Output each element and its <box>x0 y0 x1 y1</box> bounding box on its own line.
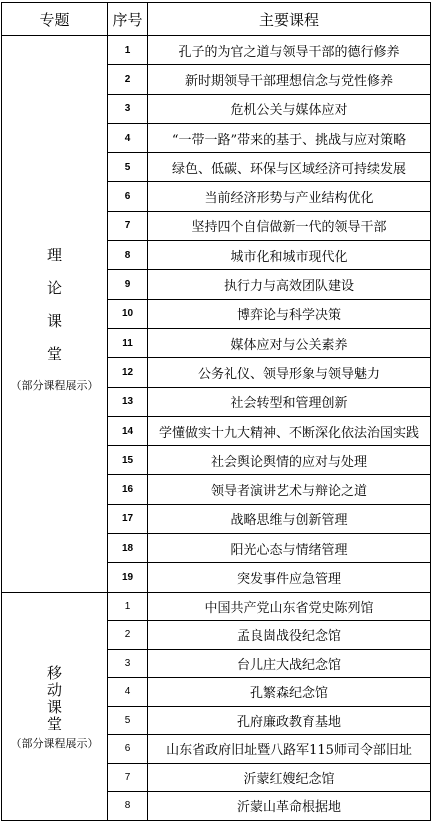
course-name: 孔府廉政教育基地 <box>148 706 431 735</box>
row-number: 12 <box>108 358 148 387</box>
course-name: 学懂做实十九大精神、不断深化依法治国实践 <box>148 416 431 445</box>
row-number: 16 <box>108 475 148 504</box>
course-name: 社会舆论舆情的应对与处理 <box>148 446 431 475</box>
category-char: 动 <box>46 680 62 699</box>
category-char: 堂 <box>46 714 62 733</box>
row-number: 2 <box>108 65 148 94</box>
row-number: 15 <box>108 446 148 475</box>
row-number: 6 <box>108 735 148 764</box>
category-char: 课 <box>46 697 62 716</box>
table-row <box>2 592 431 621</box>
course-name: 孔繁森纪念馆 <box>148 678 431 707</box>
course-name: 战略思维与创新管理 <box>148 504 431 533</box>
category-char: 论 <box>46 279 62 298</box>
course-name: 山东省政府旧址暨八路军115师司令部旧址 <box>148 735 431 764</box>
row-number: 5 <box>108 153 148 182</box>
course-name: “一带一路”带来的基于、挑战与应对策略 <box>148 123 431 152</box>
course-name: 媒体应对与公关素养 <box>148 328 431 357</box>
category-char: 课 <box>46 312 62 331</box>
row-number: 10 <box>108 299 148 328</box>
header-number: 序号 <box>108 3 148 36</box>
mobile-section <box>2 592 431 820</box>
course-name: 突发事件应急管理 <box>148 563 431 592</box>
course-table <box>1 2 431 821</box>
row-number: 18 <box>108 534 148 563</box>
row-number: 9 <box>108 270 148 299</box>
category-theory-cell <box>2 36 108 593</box>
course-name: 台儿庄大战纪念馆 <box>148 649 431 678</box>
course-name: 博弈论与科学决策 <box>148 299 431 328</box>
row-number: 3 <box>108 94 148 123</box>
table-header-row <box>2 3 431 36</box>
header-category: 专题 <box>2 3 108 36</box>
row-number: 2 <box>108 621 148 650</box>
course-name: 城市化和城市现代化 <box>148 241 431 270</box>
course-name: 新时期领导干部理想信念与党性修养 <box>148 65 431 94</box>
course-name: 领导者演讲艺术与辩论之道 <box>148 475 431 504</box>
row-number: 17 <box>108 504 148 533</box>
row-number: 5 <box>108 706 148 735</box>
course-name: 公务礼仪、领导形象与领导魅力 <box>148 358 431 387</box>
category-note: （部分课程展示） <box>10 379 99 393</box>
course-name: 沂蒙红嫂纪念馆 <box>148 763 431 792</box>
row-number: 4 <box>108 678 148 707</box>
theory-section <box>2 36 431 593</box>
header-course: 主要课程 <box>148 3 431 36</box>
category-note: （部分课程展示） <box>10 736 99 750</box>
course-name: 孔子的为官之道与领导干部的德行修养 <box>148 36 431 65</box>
row-number: 14 <box>108 416 148 445</box>
category-mobile-cell <box>2 592 108 820</box>
row-number: 11 <box>108 328 148 357</box>
course-name: 社会转型和管理创新 <box>148 387 431 416</box>
course-name: 孟良崮战役纪念馆 <box>148 621 431 650</box>
row-number: 13 <box>108 387 148 416</box>
course-name: 绿色、低碳、环保与区域经济可持续发展 <box>148 153 431 182</box>
category-char: 堂 <box>46 345 62 364</box>
row-number: 4 <box>108 123 148 152</box>
course-name: 沂蒙山革命根据地 <box>148 792 431 821</box>
row-number: 3 <box>108 649 148 678</box>
category-char: 理 <box>46 246 62 265</box>
table-row <box>2 36 431 65</box>
row-number: 8 <box>108 792 148 821</box>
row-number: 8 <box>108 241 148 270</box>
category-char: 移 <box>46 663 62 682</box>
row-number: 1 <box>108 592 148 621</box>
course-name: 执行力与高效团队建设 <box>148 270 431 299</box>
course-name: 当前经济形势与产业结构优化 <box>148 182 431 211</box>
row-number: 6 <box>108 182 148 211</box>
course-name: 危机公关与媒体应对 <box>148 94 431 123</box>
row-number: 19 <box>108 563 148 592</box>
course-name: 中国共产党山东省党史陈列馆 <box>148 592 431 621</box>
row-number: 1 <box>108 36 148 65</box>
row-number: 7 <box>108 211 148 240</box>
course-name: 坚持四个自信做新一代的领导干部 <box>148 211 431 240</box>
row-number: 7 <box>108 763 148 792</box>
course-name: 阳光心态与情绪管理 <box>148 534 431 563</box>
